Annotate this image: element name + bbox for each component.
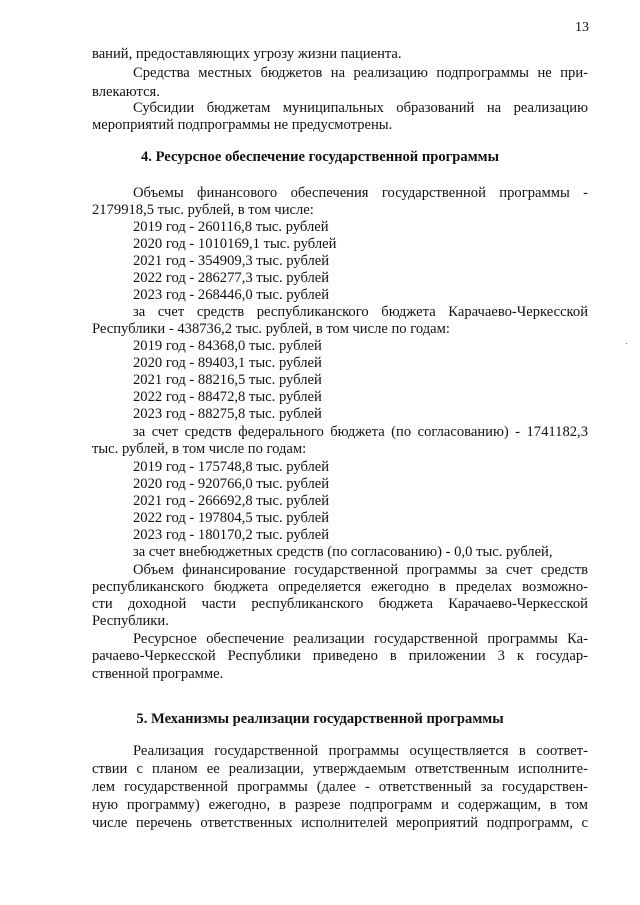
text-line: Реализация государственной программы осуществляется в соответ- bbox=[133, 743, 588, 759]
text-line: за счет средств федерального бюджета (по согласованию) - 1741182,3 bbox=[133, 424, 588, 440]
text-line: 2023 год - 180170,2 тыс. рублей bbox=[133, 527, 330, 543]
text-line: 2179918,5 тыс. рублей, в том числе: bbox=[92, 202, 314, 218]
text-line: сти доходной части республиканского бюджета Карачаево-Черкесской bbox=[92, 596, 588, 612]
text-line: ственной программе. bbox=[92, 666, 224, 682]
text-line: 2020 год - 89403,1 тыс. рублей bbox=[133, 355, 322, 371]
text-line: Средства местных бюджетов на реализацию подпрограммы не при- bbox=[133, 65, 588, 81]
section-heading: 4. Ресурсное обеспечение государственной программы bbox=[140, 149, 500, 165]
text-line: 2022 год - 286277,3 тыс. рублей bbox=[133, 270, 330, 286]
text-line: 2019 год - 84368,0 тыс. рублей bbox=[133, 338, 322, 354]
section-heading: 5. Механизмы реализации государственной программы bbox=[136, 711, 504, 727]
text-line: республиканского бюджета определяется ежегодно в пределах возможно- bbox=[92, 579, 588, 595]
text-line: Субсидии бюджетам муниципальных образований на реализацию bbox=[133, 100, 588, 116]
text-line: 2021 год - 266692,8 тыс. рублей bbox=[133, 493, 330, 509]
text-line: Объемы финансового обеспечения государственной программы - bbox=[133, 185, 588, 201]
page-number: 13 bbox=[575, 20, 589, 35]
text-line: 2022 год - 88472,8 тыс. рублей bbox=[133, 389, 322, 405]
text-line: 2023 год - 268446,0 тыс. рублей bbox=[133, 287, 330, 303]
text-line: 2019 год - 260116,8 тыс. рублей bbox=[133, 219, 329, 235]
text-line: ную программу) ежегодно, в разрезе подпрограмм и содержащим, в том bbox=[92, 797, 588, 813]
text-line: лем государственной программы (далее - ответственный за государствен- bbox=[92, 779, 588, 795]
text-line: 2023 год - 88275,8 тыс. рублей bbox=[133, 406, 322, 422]
text-line: 2022 год - 197804,5 тыс. рублей bbox=[133, 510, 330, 526]
text-line: ствии с планом ее реализации, утверждаемым ответственным исполните- bbox=[92, 761, 588, 777]
text-line: Ресурсное обеспечение реализации государственной программы Ка- bbox=[133, 631, 588, 647]
text-line: числе перечень ответственных исполнителей мероприятий подпрограмм, с bbox=[92, 815, 588, 831]
text-line: Республики - 438736,2 тыс. рублей, в том числе по годам: bbox=[92, 321, 450, 337]
text-line: тыс. рублей, в том числе по годам: bbox=[92, 441, 307, 457]
text-line: 2019 год - 175748,8 тыс. рублей bbox=[133, 459, 330, 475]
text-line: ваний, предоставляющих угрозу жизни пациента. bbox=[92, 46, 402, 62]
text-line: Объем финансирование государственной программы за счет средств bbox=[133, 562, 588, 578]
text-line: 2020 год - 920766,0 тыс. рублей bbox=[133, 476, 330, 492]
text-line: рачаево-Черкесской Республики приведено в приложении 3 к государ- bbox=[92, 648, 588, 664]
text-line: 2021 год - 354909,3 тыс. рублей bbox=[133, 253, 330, 269]
text-line: 2020 год - 1010169,1 тыс. рублей bbox=[133, 236, 337, 252]
text-line: за счет внебюджетных средств (по согласованию) - 0,0 тыс. рублей, bbox=[133, 544, 553, 560]
scan-speck bbox=[626, 343, 627, 344]
text-line: 2021 год - 88216,5 тыс. рублей bbox=[133, 372, 322, 388]
text-line: Республики. bbox=[92, 613, 169, 629]
text-line: влекаются. bbox=[92, 84, 160, 100]
text-line: мероприятий подпрограммы не предусмотрены. bbox=[92, 117, 393, 133]
text-line: за счет средств республиканского бюджета Карачаево-Черкесской bbox=[133, 304, 588, 320]
